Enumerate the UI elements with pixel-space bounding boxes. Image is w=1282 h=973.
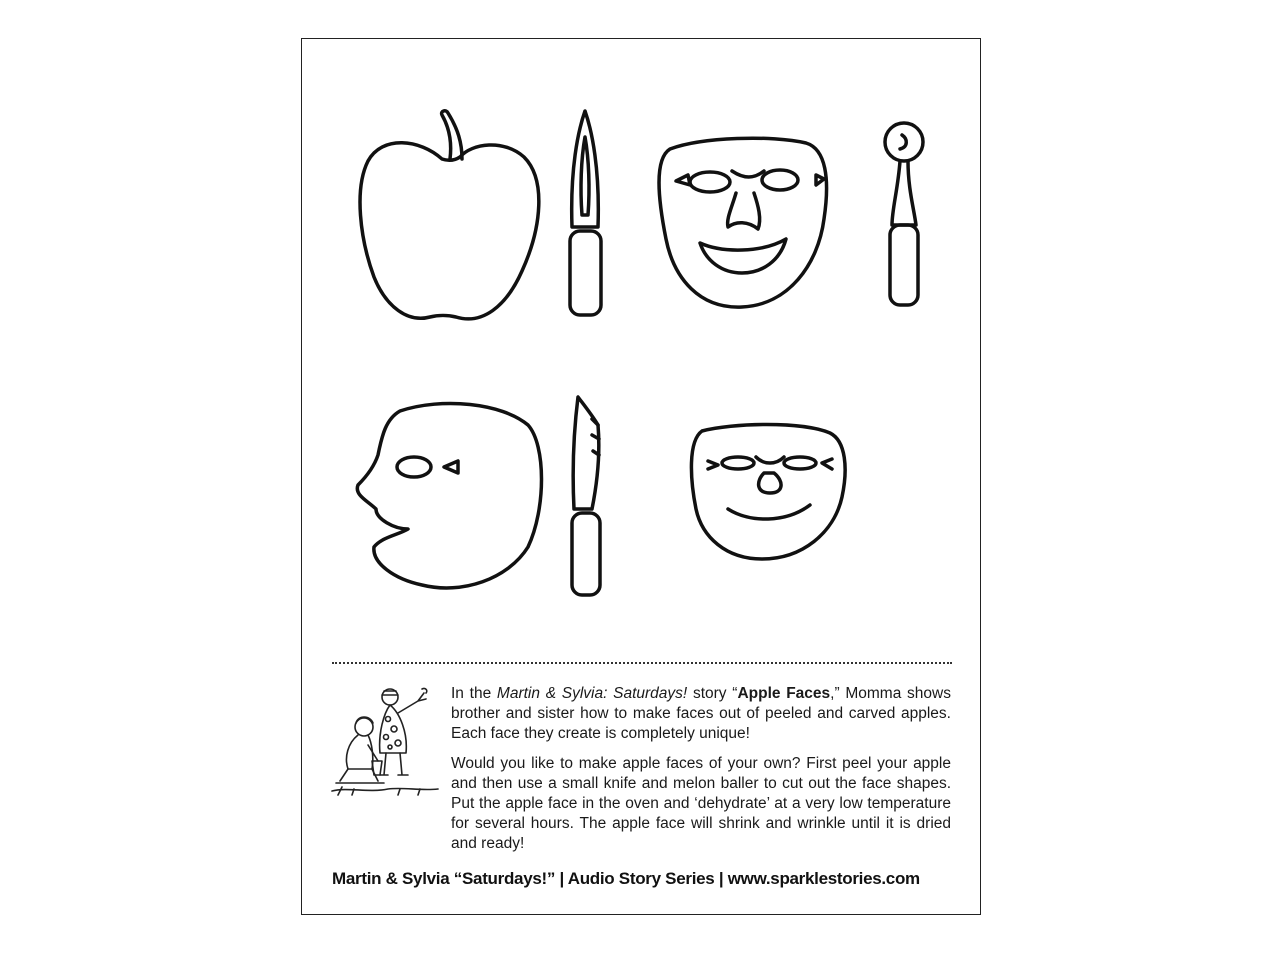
carved-face-illustration <box>659 138 827 307</box>
activity-page <box>301 38 981 915</box>
instructions-paragraph: Would you like to make apple faces of your own? First peel your apple and then use a small knife and melon baller to cut out the face shapes. Put the apple face in the oven and ‘dehydrate’ at a very low temperature for several hours. The apple face will shrink and wrinkle until it is dried and ready! <box>451 755 951 852</box>
series-title: Martin & Sylvia: Saturdays! <box>496 685 688 702</box>
smiling-face-illustration <box>691 425 845 560</box>
intro-paragraph <box>451 684 951 744</box>
kids-illustration <box>328 683 448 803</box>
story-title: Apple Faces <box>737 685 831 702</box>
footer-credit: Martin & Sylvia “Saturdays!” | Audio Story Series | www.sparklestories.com <box>332 869 920 888</box>
carving-knife-illustration <box>572 397 600 595</box>
story-word: story “ <box>687 685 738 702</box>
apple-illustration <box>360 111 539 319</box>
story-description <box>451 684 951 864</box>
illustrations <box>302 39 982 639</box>
profile-face-illustration <box>357 403 541 587</box>
paring-knife-illustration <box>570 111 601 315</box>
intro-text: In the <box>451 685 497 702</box>
intro-rest: ,” Momma shows brother and sister how to make faces out of peeled and carved apples. Each face they create is completely unique! <box>451 685 951 742</box>
dotted-divider <box>332 662 952 664</box>
melon-baller-illustration <box>885 123 923 305</box>
